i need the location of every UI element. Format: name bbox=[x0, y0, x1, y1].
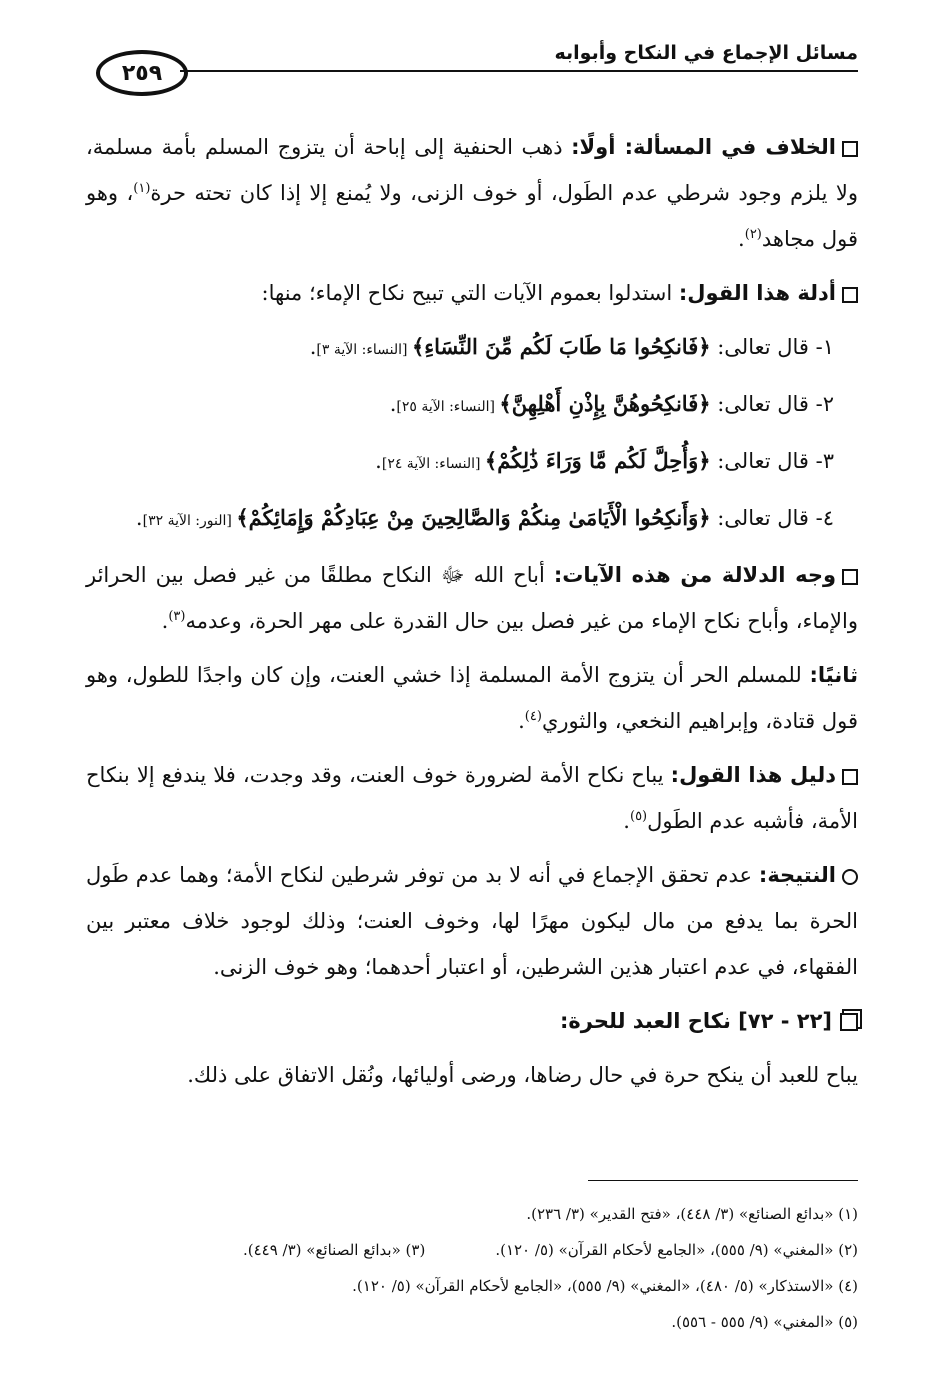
footnotes bbox=[86, 1196, 858, 1340]
section-title: نكاح العبد للحرة: bbox=[560, 1009, 739, 1033]
documents-icon bbox=[840, 1013, 858, 1031]
section-number: [٢٢ - ٧٢] bbox=[738, 1009, 832, 1033]
verse-item bbox=[86, 381, 858, 430]
footnote-3: (٣) «بدائع الصنائع» (٣/ ٤٤٩). bbox=[242, 1241, 426, 1259]
paragraph-text: عدم تحقق الإجماع في أنه لا بد من توفر شرطين لنكاح الأمة؛ وهما عدم طَول الحرة بما يدفع من مال ليكون مهرًا لها، وخوف العنت؛ وذلك لوجود خلاف معتبر بين الفقهاء، في عدم اعتبار هذين الشرطين، أو اعتبار أحدهما؛ وهو خوف الزنى. bbox=[86, 863, 858, 979]
verse-reference: [النساء: الآية ٢٥] bbox=[396, 399, 500, 415]
page-number bbox=[96, 50, 188, 96]
footnote-rule bbox=[588, 1180, 858, 1181]
footnote-4: (٤) «الاستذكار» (٥/ ٤٨٠)، «المغني» (٩/ ٥٥٥)، «الجامع لأحكام القرآن» (٥/ ١٢٠). bbox=[352, 1277, 858, 1295]
footnote-line bbox=[86, 1232, 858, 1268]
verse-number: ١- قال تعالى: bbox=[710, 335, 834, 359]
paragraph-indication bbox=[86, 552, 858, 644]
paragraph-slave-marriage bbox=[86, 1052, 858, 1098]
paragraph-disagreement bbox=[86, 124, 858, 262]
square-bullet-icon bbox=[842, 287, 858, 303]
footnote-ref[interactable]: (٣) bbox=[168, 609, 186, 624]
footnote-2: (٢) «المغني» (٩/ ٥٥٥)، «الجامع لأحكام القرآن» (٥/ ١٢٠). bbox=[495, 1241, 858, 1259]
footnote-ref[interactable]: (١) bbox=[133, 181, 151, 196]
footnote-5: (٥) «المغني» (٩/ ٥٥٥ - ٥٥٦). bbox=[671, 1313, 858, 1331]
paragraph-lead: أدلة هذا القول: bbox=[678, 281, 836, 305]
verse-item bbox=[86, 495, 858, 544]
verse-item bbox=[86, 438, 858, 487]
verse-item bbox=[86, 324, 858, 373]
paragraph-text: يباح للعبد أن ينكح حرة في حال رضاها، ورضى أوليائها، ونُقل الاتفاق على ذلك. bbox=[187, 1063, 858, 1087]
footnote-ref[interactable]: (٢) bbox=[744, 227, 762, 242]
verse-end: . bbox=[135, 506, 143, 530]
paragraph-evidence bbox=[86, 270, 858, 316]
paragraph-lead: النتيجة: bbox=[758, 863, 836, 887]
verse-end: . bbox=[375, 449, 382, 473]
footnote-1: (١) «بدائع الصنائع» (٣/ ٤٤٨)، «فتح القدير» (٣/ ٢٣٦). bbox=[526, 1205, 858, 1223]
paragraph-end: . bbox=[161, 609, 169, 633]
quran-verse: ﴿فَانكِحُوهُنَّ بِإِذْنِ أَهْلِهِنَّ﴾ bbox=[499, 391, 711, 416]
footnote-ref[interactable]: (٥) bbox=[629, 809, 648, 824]
paragraph-proof bbox=[86, 752, 858, 844]
footnote-line bbox=[86, 1304, 858, 1340]
paragraph-lead: وجه الدلالة من هذه الآيات: bbox=[553, 563, 837, 587]
main-text bbox=[86, 124, 858, 1106]
verse-reference: [النساء: الآية ٢٤] bbox=[381, 456, 485, 472]
verse-end: . bbox=[309, 335, 317, 359]
verse-number: ٢- قال تعالى: bbox=[710, 392, 834, 416]
verse-end: . bbox=[389, 392, 397, 416]
paragraph-lead: ثانيًا: bbox=[809, 663, 858, 687]
quran-verse: ﴿فَانكِحُوا مَا طَابَ لَكُم مِّنَ النِّسَاءِ﴾ bbox=[411, 334, 711, 359]
circle-bullet-icon bbox=[842, 869, 858, 885]
paragraph-lead: دليل هذا القول: bbox=[670, 763, 836, 787]
paragraph-text: للمسلم الحر أن يتزوج الأمة المسلمة إذا خشي العنت، وإن كان واجدًا للطول، وهو قول قتادة، وإبراهيم النخعي، والثوري bbox=[86, 663, 858, 733]
paragraph-end: . bbox=[623, 809, 630, 833]
square-bullet-icon bbox=[842, 141, 858, 157]
page-number-text: ٢٥٩ bbox=[121, 60, 163, 86]
quran-verse: ﴿وَأُحِلَّ لَكُم مَّا وَرَاءَ ذَٰلِكُمْ﴾ bbox=[484, 448, 711, 473]
header-rule bbox=[180, 70, 858, 72]
square-bullet-icon bbox=[842, 769, 858, 785]
quran-verse: ﴿وَأَنكِحُوا الْأَيَامَىٰ مِنكُمْ وَالصَّالِحِينَ مِنْ عِبَادِكُمْ وَإِمَائِكُمْ﴾ bbox=[236, 505, 711, 530]
paragraph-text: يباح نكاح الأمة لضرورة خوف العنت، وقد وجدت، فلا يندفع إلا بنكاح الأمة، فأشبه عدم الطَول bbox=[86, 763, 858, 833]
paragraph-second-opinion bbox=[86, 652, 858, 744]
section-heading bbox=[86, 998, 858, 1044]
running-title: مسائل الإجماع في النكاح وأبوابه bbox=[554, 42, 858, 64]
paragraph-text: أباح الله ﷻ النكاح مطلقًا من غير فصل بين الحرائر والإماء، وأباح نكاح الإماء من غير فصل بين حال القدرة على مهر الحرة، وعدمه bbox=[86, 563, 858, 633]
paragraph-end: . bbox=[518, 709, 525, 733]
paragraph-text: ، وهو قول مجاهد bbox=[86, 181, 858, 251]
verse-reference: [النور: الآية ٣٢] bbox=[142, 513, 237, 529]
paragraph-lead: الخلاف في المسألة: أولًا: bbox=[571, 135, 836, 159]
paragraph-text: استدلوا بعموم الآيات التي تبيح نكاح الإماء؛ منها: bbox=[261, 281, 679, 305]
paragraph-result bbox=[86, 852, 858, 990]
footnote-line bbox=[86, 1268, 858, 1304]
verse-number: ٤- قال تعالى: bbox=[710, 506, 834, 530]
paragraph-text: ذهب الحنفية إلى إباحة أن يتزوج المسلم بأمة مسلمة، ولا يلزم وجود شرطي عدم الطَول، أو خوف الزنى، ولا يُمنع إلا إذا كان تحته حرة bbox=[86, 135, 858, 205]
footnote-line bbox=[86, 1196, 858, 1232]
paragraph-end: . bbox=[738, 227, 745, 251]
square-bullet-icon bbox=[842, 569, 858, 585]
verse-number: ٣- قال تعالى: bbox=[710, 449, 834, 473]
verse-reference: [النساء: الآية ٣] bbox=[316, 342, 412, 358]
footnote-ref[interactable]: (٤) bbox=[524, 709, 542, 724]
